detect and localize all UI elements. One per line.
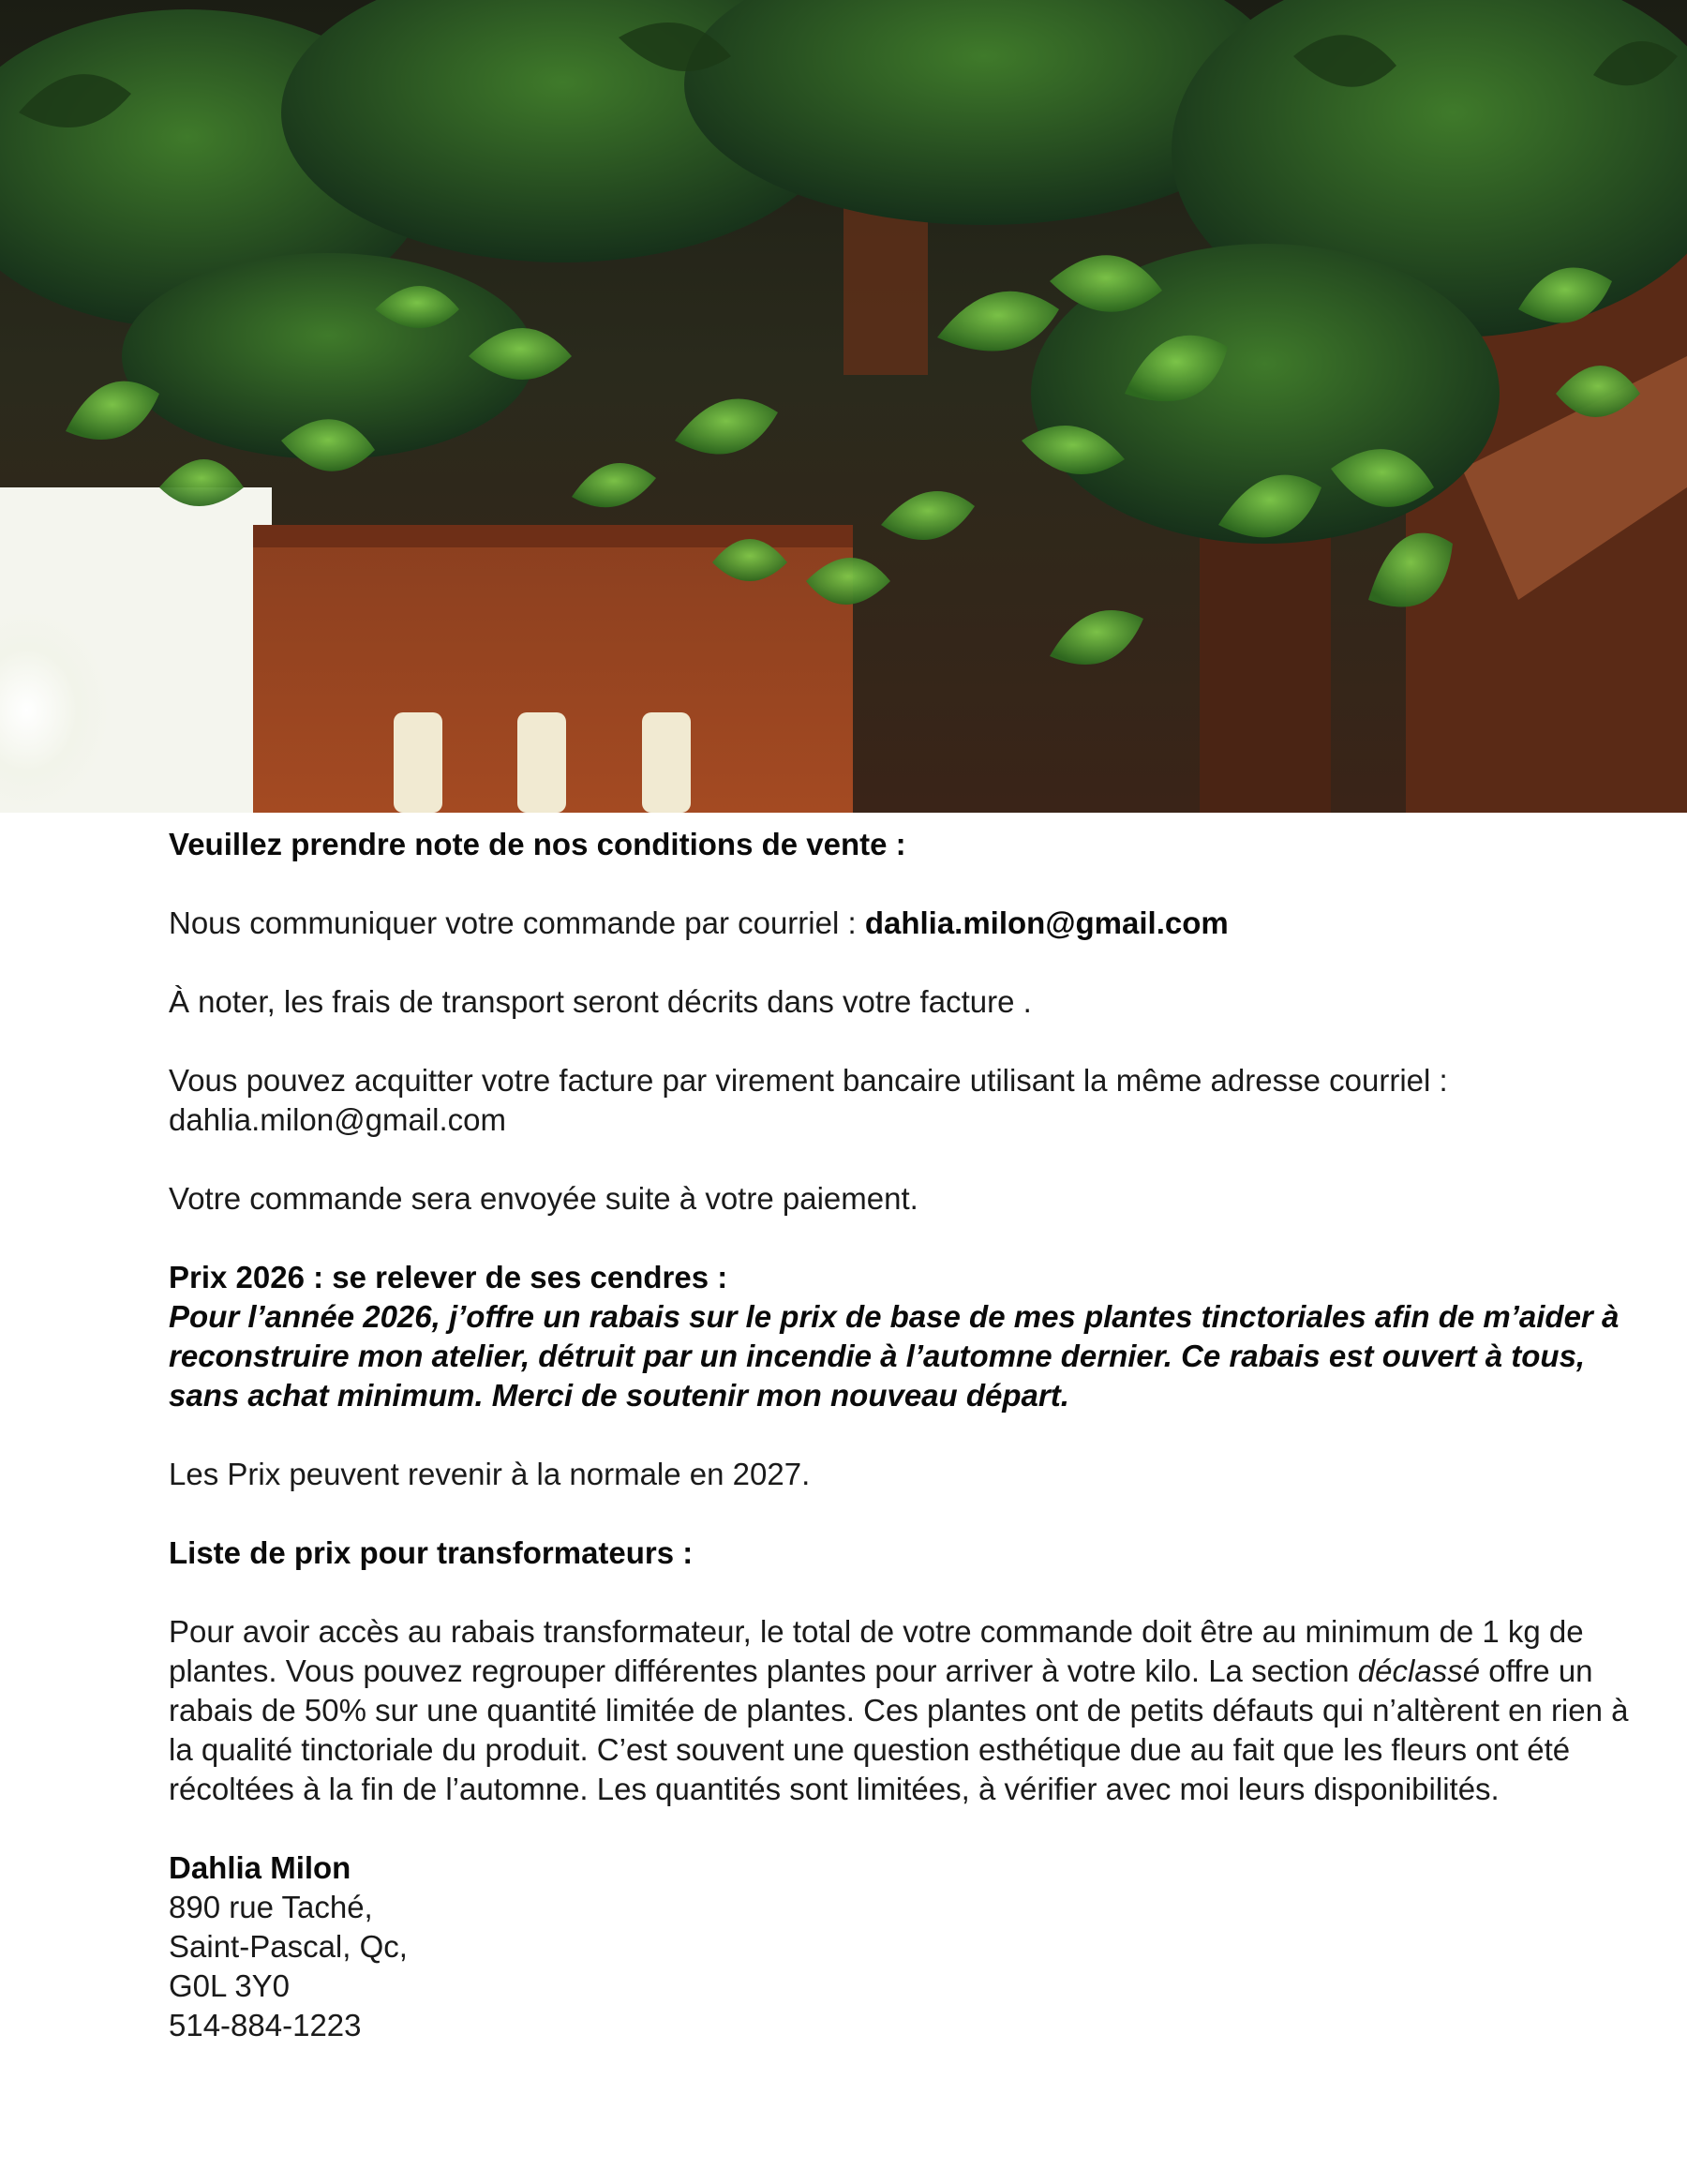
conditions-heading: Veuillez prendre note de nos conditions de vente : xyxy=(169,827,906,861)
contact-name: Dahlia Milon xyxy=(169,1850,351,1885)
shipping-note: À noter, les frais de transport seront décrits dans votre facture . xyxy=(169,984,1032,1019)
transformers-text xyxy=(169,1612,1631,1809)
payment-text: Vous pouvez acquitter votre facture par virement bancaire utilisant la même adresse courriel : dahlia.milon@gmail.com xyxy=(169,1063,1448,1137)
transformers-text-before: Pour avoir accès au rabais transformateur, le total de votre commande doit être au minimum de 1 kg de plantes. Vous pouvez regrouper différentes plantes pour arriver à votre kilo. La section xyxy=(169,1614,1584,1688)
transformers-text-after: offre un rabais de 50% sur une quantité limitée de plantes. Ces plantes ont de petits défauts qui n’altèrent en rien à la qualité tinctoriale du produit. C’est souvent une question esthétique due au fait que les fleurs ont été récoltées à la fin de l’automne. Les quantités sont limitées, à vérifier avec moi leurs disponibilités. xyxy=(169,1653,1629,1806)
price-2026-message: Pour l’année 2026, j’offre un rabais sur le prix de base de mes plantes tinctoriales afin de m’aider à reconstruire mon atelier, détruit par un incendie à l’automne dernier. Ce rabais est ouvert à tous, sans achat minimum. Merci de soutenir mon nouveau départ. xyxy=(169,1299,1620,1413)
dispatch-note: Votre commande sera envoyée suite à votre paiement. xyxy=(169,1181,918,1216)
sales-conditions xyxy=(169,825,1631,2045)
order-prefix: Nous communiquer votre commande par courriel : xyxy=(169,905,865,940)
contact-phone: 514-884-1223 xyxy=(169,2008,362,2042)
order-instructions xyxy=(169,904,1631,943)
contact-street: 890 rue Taché, xyxy=(169,1890,373,1924)
foliage-photo-icon xyxy=(0,0,1687,813)
contact-postal: G0L 3Y0 xyxy=(169,1968,291,2003)
price-2026-heading: Prix 2026 : se relever de ses cendres : xyxy=(169,1260,728,1294)
order-email-link[interactable]: dahlia.milon@gmail.com xyxy=(864,905,1229,940)
hero-image xyxy=(0,0,1687,813)
declasse-word: déclassé xyxy=(1357,1653,1481,1688)
transformers-heading: Liste de prix pour transformateurs : xyxy=(169,1535,694,1570)
contact-city: Saint-Pascal, Qc, xyxy=(169,1929,408,1964)
price-2027-note: Les Prix peuvent revenir à la normale en 2027. xyxy=(169,1457,811,1491)
